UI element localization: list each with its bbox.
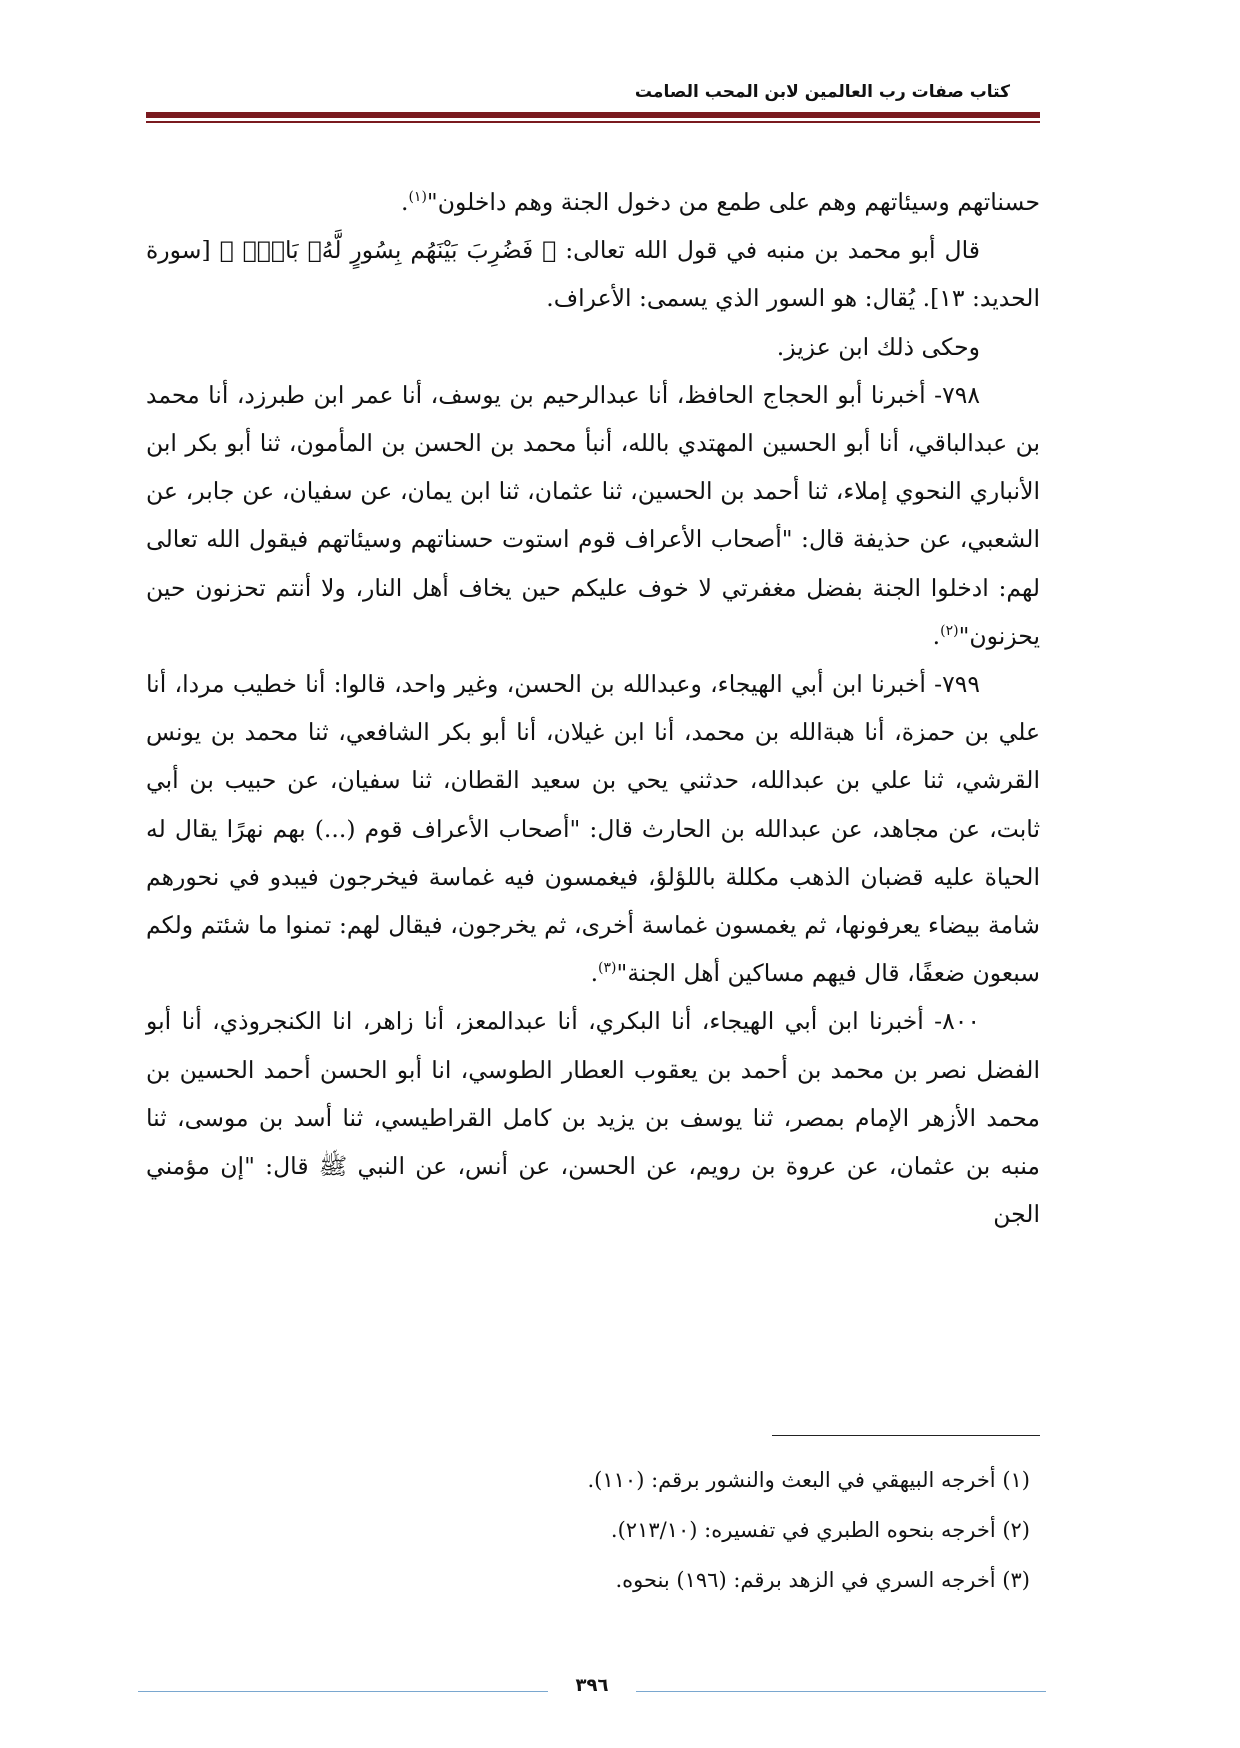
- hadith-798-text: ٧٩٨- أخبرنا أبو الحجاج الحافظ، أنا عبدالرحيم بن يوسف، أنا عمر ابن طبرزد، أنا محمد بن عبدالباقي، أنا أبو الحسين المهتدي بالله، أنبأ محمد بن الحسن بن المأمون، ثنا أبو بكر ابن الأنباري النحوي إملاء، ثنا أحمد بن الحسين، ثنا عثمان، ثنا ابن يمان، عن سفيان، عن جابر، عن الشعبي، عن حذيفة قال: "أصحاب الأعراف قوم استوت حسناتهم وسيئاتهم فيقول الله تعالى لهم: ادخلوا الجنة بفضل مغفرتي لا خوف عليكم حين يخاف أهل النار، ولا أنتم تحزنون حين يحزنون": [146, 380, 1040, 650]
- footnote-3: (٣) أخرجه السري في الزهد برقم: (١٩٦) بنحوه.: [615, 1568, 1030, 1592]
- footnote-1: (١) أخرجه البيهقي في البعث والنشور برقم: (١١٠).: [587, 1468, 1030, 1492]
- hadith-799: [146, 660, 1040, 997]
- running-header-title: كتاب صفات رب العالمين لابن المحب الصامت: [634, 82, 1010, 102]
- header-rule-thin: [146, 121, 1040, 123]
- footnote-ref-2: (٢): [940, 623, 959, 639]
- footnotes: [146, 1455, 1040, 1605]
- footnote-2: (٢) أخرجه بنحوه الطبري في تفسيره: (٢١٣/١٠).: [610, 1518, 1030, 1542]
- hadith-798-tail: .: [932, 621, 941, 650]
- hadith-798: [146, 371, 1040, 660]
- hadith-799-tail: .: [590, 959, 599, 988]
- hadith-799-text: ٧٩٩- أخبرنا ابن أبي الهيجاء، وعبدالله بن الحسن، وغير واحد، قالوا: أنا خطيب مردا، أنا علي بن حمزة، أنا هبةالله بن محمد، أنا ابن غيلان، أنا أبو بكر الشافعي، ثنا محمد بن يونس القرشي، ثنا علي بن عبدالله، حدثني يحي بن سعيد القطان، ثنا سفيان، عن حبيب بن أبي ثابت، عن مجاهد، عن عبدالله بن الحارث قال: "أصحاب الأعراف قوم (...) بهم نهرًا يقال له الحياة عليه قضبان الذهب مكللة باللؤلؤ، فيغمسون فيه غماسة فيخرجون فيبدو في نحورهم شامة بيضاء يعرفونها، ثم يغمسون غماسة أخرى، ثم يخرجون، فيقال لهم: تمنوا ما شئتم ولكم سبعون ضعفًا، قال فيهم مساكين أهل الجنة": [146, 670, 1040, 988]
- footnote-separator: [772, 1435, 1040, 1436]
- paragraph-1-text: حسناتهم وسيئاتهم وهم على طمع من دخول الجنة وهم داخلون": [426, 188, 1040, 216]
- page-number: ٣٩٦: [575, 1675, 609, 1696]
- paragraph-2: قال أبو محمد بن منبه في قول الله تعالى: ﴿ فَضُرِبَ بَيْنَهُم بِسُورٍ لَّهُۥ بَابُۢ ﴾ [سورة الحديد: ١٣]. يُقال: هو السور الذي يسمى: الأعراف.: [146, 236, 1040, 313]
- footer-rule-right: [636, 1691, 1046, 1692]
- footer-rule-left: [138, 1691, 548, 1692]
- footnote-ref-3: (٣): [598, 960, 617, 977]
- paragraph-1-tail: .: [400, 188, 409, 216]
- hadith-800: ٨٠٠- أخبرنا ابن أبي الهيجاء، أنا البكري، أنا عبدالمعز، أنا زاهر، انا الكنجروذي، أنا أبو الفضل نصر بن محمد بن أحمد بن يعقوب العطار الطوسي، انا أبو الحسن أحمد الحسين بن محمد الأزهر الإمام بمصر، ثنا يوسف بن يزيد بن كامل القراطيسي، ثنا أسد بن موسى، ثنا منبه بن عثمان، عن عروة بن رويم، عن الحسن، عن أنس، عن النبي ﷺ قال: "إن مؤمني الجن: [146, 1007, 1040, 1229]
- footnote-ref-1: (١): [408, 189, 427, 206]
- paragraph-3: وحكى ذلك ابن عزيز.: [776, 332, 980, 361]
- main-text: [146, 178, 1040, 1238]
- paragraph-1: [146, 178, 1040, 226]
- header-rule-thick: [146, 112, 1040, 118]
